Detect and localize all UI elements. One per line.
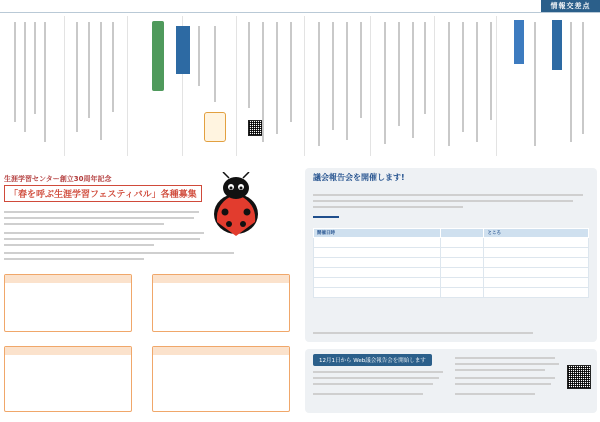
text-column bbox=[276, 22, 278, 134]
text-column bbox=[384, 22, 386, 144]
festival-title: 「春を呼ぶ生涯学習フェスティバル」各種募集 bbox=[4, 185, 202, 202]
text-column bbox=[318, 22, 320, 146]
vertical-columns-area bbox=[4, 16, 596, 156]
text-line bbox=[4, 223, 164, 225]
schedule-label bbox=[313, 216, 339, 218]
council-schedule-table bbox=[313, 228, 589, 298]
text-column bbox=[214, 26, 216, 102]
table-header bbox=[441, 229, 484, 238]
web-council-title: 12月1日から Web議会報告会を開始します bbox=[313, 354, 432, 366]
text-line bbox=[313, 206, 463, 208]
ladybug-mascot-icon bbox=[205, 172, 267, 238]
text-line bbox=[4, 258, 144, 260]
box-header bbox=[153, 275, 289, 283]
text-line bbox=[313, 332, 533, 334]
table-row bbox=[314, 278, 589, 288]
text-line bbox=[4, 244, 154, 246]
qr-code-icon bbox=[567, 365, 591, 389]
text-column bbox=[332, 22, 334, 130]
table-row bbox=[314, 258, 589, 268]
text-line bbox=[313, 200, 573, 202]
craft-box bbox=[152, 346, 290, 412]
table-header: ところ bbox=[484, 229, 589, 238]
text-line bbox=[4, 232, 204, 234]
text-line bbox=[455, 383, 551, 385]
text-column bbox=[290, 22, 292, 122]
text-column bbox=[462, 22, 464, 132]
text-column bbox=[24, 22, 26, 132]
text-column bbox=[360, 22, 362, 118]
box-header bbox=[5, 347, 131, 355]
text-column bbox=[248, 22, 250, 108]
table-row bbox=[314, 248, 589, 258]
text-column bbox=[398, 22, 400, 126]
box-header bbox=[153, 347, 289, 355]
column-divider bbox=[496, 16, 497, 156]
text-line bbox=[455, 393, 535, 395]
text-line bbox=[313, 194, 583, 196]
text-column bbox=[346, 22, 348, 140]
festival-heading: 生涯学習センター創立30周年記念 bbox=[4, 175, 112, 183]
text-column bbox=[490, 22, 492, 120]
walking-badge bbox=[152, 21, 164, 91]
text-line bbox=[313, 383, 433, 385]
text-line bbox=[455, 363, 559, 365]
text-column bbox=[262, 22, 264, 142]
sidebar-label-2 bbox=[514, 20, 524, 64]
text-column bbox=[44, 22, 46, 142]
text-line bbox=[4, 252, 234, 254]
text-column bbox=[476, 22, 478, 142]
cafe-badge bbox=[204, 112, 226, 142]
box-header bbox=[5, 275, 131, 283]
text-column bbox=[582, 22, 584, 134]
donation-label bbox=[176, 26, 190, 74]
column-divider bbox=[236, 16, 237, 156]
festival-panel bbox=[0, 168, 293, 416]
stage-box bbox=[152, 274, 290, 332]
text-column bbox=[448, 22, 450, 146]
text-column bbox=[14, 22, 16, 122]
text-column bbox=[570, 22, 572, 142]
text-column bbox=[198, 26, 200, 86]
text-column bbox=[76, 22, 78, 132]
sidebar-label bbox=[552, 20, 562, 70]
text-column bbox=[412, 22, 414, 138]
web-council-panel bbox=[305, 349, 597, 413]
text-column bbox=[34, 22, 36, 114]
text-line bbox=[455, 369, 545, 371]
column-divider bbox=[64, 16, 65, 156]
text-line bbox=[313, 371, 443, 373]
council-report-panel bbox=[305, 168, 597, 342]
text-line bbox=[4, 217, 194, 219]
column-divider bbox=[304, 16, 305, 156]
header-rule bbox=[0, 12, 600, 13]
table-header: 開催日時 bbox=[314, 229, 441, 238]
text-line bbox=[313, 393, 423, 395]
table-row bbox=[314, 268, 589, 278]
text-line bbox=[455, 357, 555, 359]
text-column bbox=[534, 22, 536, 146]
column-divider bbox=[370, 16, 371, 156]
exhibitor-box bbox=[4, 274, 132, 332]
text-line bbox=[313, 377, 439, 379]
text-column bbox=[424, 22, 426, 114]
event-box bbox=[4, 346, 132, 412]
text-line bbox=[4, 211, 199, 213]
text-line bbox=[455, 377, 555, 379]
text-line bbox=[4, 238, 200, 240]
text-column bbox=[112, 22, 114, 112]
column-divider bbox=[434, 16, 435, 156]
column-divider bbox=[127, 16, 128, 156]
table-row bbox=[314, 238, 589, 248]
table-row bbox=[314, 288, 589, 298]
text-column bbox=[100, 22, 102, 140]
section-header: 情報交差点 bbox=[541, 0, 600, 12]
council-title: 議会報告会を開催します! bbox=[313, 173, 405, 182]
text-column bbox=[88, 22, 90, 118]
